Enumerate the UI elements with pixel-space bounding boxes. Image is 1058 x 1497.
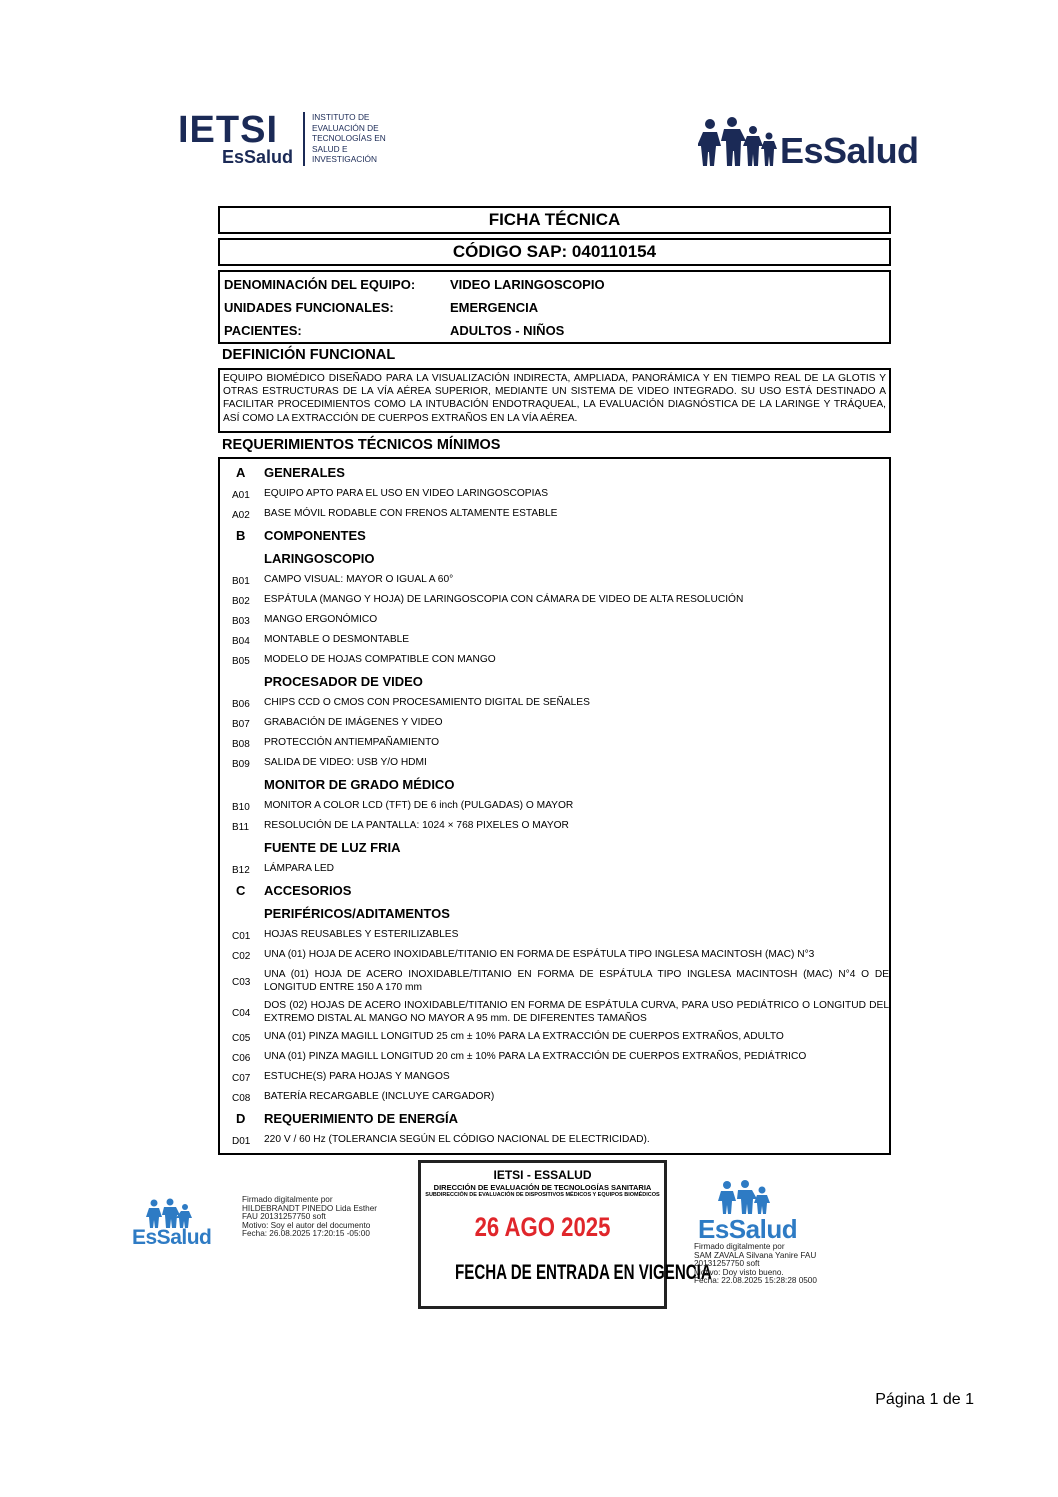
ietsi-logo-word: IETSI [178, 109, 279, 151]
stamp-line3: SUBDIRECCIÓN DE EVALUACIÓN DE DISPOSITIVOS MÉDICOS Y EQUIPOS BIOMÉDICOS [425, 1192, 660, 1198]
essalud-logo-word: EsSalud [132, 1226, 212, 1249]
requirement-text: CAMPO VISUAL: MAYOR O IGUAL A 60° [264, 574, 454, 585]
requirement-code: B05 [232, 656, 250, 667]
requirement-code: C01 [232, 931, 251, 942]
requirement-text: UNA (01) PINZA MAGILL LONGITUD 20 cm ± 10% PARA LA EXTRACCIÓN DE CUERPOS EXTRAÑOS, PEDIÁTRICO [264, 1051, 807, 1062]
info-value-denominacion: VIDEO LARINGOSCOPIO [450, 277, 605, 292]
essalud-family-icon [698, 116, 778, 168]
requirement-code: C05 [232, 1033, 251, 1044]
requirement-code: C08 [232, 1093, 251, 1104]
requirement-text: MONITOR A COLOR LCD (TFT) DE 6 inch (PULGADAS) O MAYOR [264, 800, 574, 811]
info-label-unidades: UNIDADES FUNCIONALES: [224, 300, 394, 315]
requirement-text: ESPÁTULA (MANGO Y HOJA) DE LARINGOSCOPIA CON CÁMARA DE VIDEO DE ALTA RESOLUCIÓN [264, 594, 744, 605]
info-label-denominacion: DENOMINACIÓN DEL EQUIPO: [224, 277, 416, 292]
requirement-text: 220 V / 60 Hz (TOLERANCIA SEGÚN EL CÓDIGO NACIONAL DE ELECTRICIDAD). [264, 1134, 650, 1145]
subsection-heading: FUENTE DE LUZ FRIA [264, 840, 401, 855]
requirement-code: C07 [232, 1073, 251, 1084]
requirement-code: D01 [232, 1136, 251, 1147]
requirement-text: GRABACIÓN DE IMÁGENES Y VIDEO [264, 717, 443, 728]
section-heading: GENERALES [264, 465, 345, 480]
section-heading: ACCESORIOS [264, 883, 352, 898]
ietsi-logo-sub: EsSalud [222, 147, 294, 167]
subsection-heading: LARINGOSCOPIO [264, 551, 375, 566]
section-letter: C [236, 883, 246, 898]
requirement-text: PROTECCIÓN ANTIEMPAÑAMIENTO [264, 737, 440, 748]
stamp-line2: DIRECCIÓN DE EVALUACIÓN DE TECNOLOGÍAS SANITARIA [433, 1183, 652, 1192]
stamp-date: 26 AGO 2025 [474, 1212, 611, 1242]
stamp-line1: IETSI - ESSALUD [493, 1168, 592, 1182]
ietsi-logo-text: INSTITUTO DE EVALUACIÓN DE TECNOLOGÍAS EN SALUD E INVESTIGACIÓN [312, 112, 386, 164]
requirement-text: LÁMPARA LED [264, 863, 335, 874]
page-number: Página 1 de 1 [875, 1391, 974, 1408]
requirement-code: C04 [232, 1008, 251, 1019]
requirement-code: B12 [232, 865, 250, 876]
requirement-text: BASE MÓVIL RODABLE CON FRENOS ALTAMENTE ESTABLE [264, 508, 558, 519]
requirement-text: CHIPS CCD O CMOS CON PROCESAMIENTO DIGITAL DE SEÑALES [264, 697, 590, 708]
subsection-heading: PROCESADOR DE VIDEO [264, 674, 423, 689]
page-title: FICHA TÉCNICA [218, 206, 891, 234]
requirement-code: B04 [232, 636, 250, 647]
requirement-code: B01 [232, 576, 250, 587]
requirement-text: RESOLUCIÓN DE LA PANTALLA: 1024 × 768 PIXELES O MAYOR [264, 820, 569, 831]
section-letter: D [236, 1111, 246, 1126]
requirement-code: B11 [232, 822, 250, 833]
info-value-unidades: EMERGENCIA [450, 300, 539, 315]
info-label-pacientes: PACIENTES: [224, 323, 302, 338]
requirement-text: MONTABLE O DESMONTABLE [264, 634, 410, 645]
requirement-code: B02 [232, 596, 250, 607]
stamp-caption: FECHA DE ENTRADA EN VIGENCIA [455, 1261, 712, 1284]
essalud-logo [698, 116, 919, 173]
requirements-table [218, 457, 891, 1155]
requirement-text: UNA (01) PINZA MAGILL LONGITUD 25 cm ± 10% PARA LA EXTRACCIÓN DE CUERPOS EXTRAÑOS, ADULTO [264, 1031, 784, 1042]
essalud-logo-word: EsSalud [780, 130, 919, 171]
subsection-heading: MONITOR DE GRADO MÉDICO [264, 777, 455, 792]
requirement-text: ESTUCHE(S) PARA HOJAS Y MANGOS [264, 1071, 450, 1082]
requirement-code: B09 [232, 759, 250, 770]
requirement-code: B07 [232, 719, 250, 730]
requirement-text: MODELO DE HOJAS COMPATIBLE CON MANGO [264, 654, 496, 665]
requirement-text: UNA (01) HOJA DE ACERO INOXIDABLE/TITANIO EN FORMA DE ESPÁTULA TIPO INGLESA MACINTOSH (MAC) N°3 [264, 949, 815, 960]
signature-right-text: Firmado digitalmente por SAM ZAVALA Silvana Yanire FAU 20131257750 soft Motivo: Doy visto bueno. Fecha: 22.08.2025 15:28:28 0500 [694, 1242, 817, 1285]
requirement-text: EQUIPO APTO PARA EL USO EN VIDEO LARINGOSCOPIAS [264, 488, 549, 499]
essalud-logo-word: EsSalud [698, 1214, 798, 1244]
info-value-pacientes: ADULTOS - NIÑOS [450, 323, 565, 338]
essalud-family-icon [718, 1180, 798, 1214]
requirement-text: DOS (02) HOJAS DE ACERO INOXIDABLE/TITANIO EN FORMA DE ESPÁTULA CURVA, PARA USO PEDIÁTRICO O LONGITUD DEL EXTREMO DISTAL AL MANGO NO MAYOR A 95 mm. DE DIFERENTES TAMAÑOS [264, 1000, 889, 1024]
requirement-code: B06 [232, 699, 250, 710]
requirement-code: A02 [232, 510, 250, 521]
requirement-code: C02 [232, 951, 251, 962]
requirement-text: SALIDA DE VIDEO: USB Y/O HDMI [264, 757, 427, 768]
sap-code: CÓDIGO SAP: 040110154 [218, 238, 891, 266]
definition-heading: DEFINICIÓN FUNCIONAL [222, 347, 396, 363]
requirements-heading: REQUERIMIENTOS TÉCNICOS MÍNIMOS [222, 437, 501, 453]
requirement-code: B03 [232, 616, 250, 627]
ietsi-logo [178, 109, 386, 167]
section-letter: B [236, 528, 246, 543]
definition-text: EQUIPO BIOMÉDICO DISEÑADO PARA LA VISUALIZACIÓN INDIRECTA, AMPLIADA, PANORÁMICA Y EN TIEMPO REAL DE LA GLOTIS Y OTRAS ESTRUCTURAS DE LA VÍA AÉREA SUPERIOR, MEDIANTE UN SISTEMA DE VIDEO INTEGRADO. SU USO ESTÁ DESTINADO A FACILITAR PROCEDIMIENTOS COMO LA INTUBACIÓN ENDOTRAQUEAL, LA EVALUACIÓN DIAGNÓSTICA DE LA LARINGE Y TRÁQUEA, ASÍ COMO LA EXTRACCIÓN DE CUERPOS EXTRAÑOS EN LA VÍA AÉREA. [218, 368, 891, 433]
requirement-text: BATERÍA RECARGABLE (INCLUYE CARGADOR) [264, 1091, 495, 1102]
requirement-code: A01 [232, 490, 250, 501]
requirement-code: B10 [232, 802, 250, 813]
ietsi-logo-divider [303, 112, 305, 166]
requirement-code: C06 [232, 1053, 251, 1064]
validity-stamp [418, 1160, 712, 1309]
requirement-text: MANGO ERGONÓMICO [264, 614, 378, 625]
section-heading: COMPONENTES [264, 528, 366, 543]
requirement-text: UNA (01) HOJA DE ACERO INOXIDABLE/TITANIO EN FORMA DE ESPÁTULA TIPO INGLESA MACINTOSH (MAC) N°4 O DE LONGITUD ENTRE 150 A 170 mm [264, 969, 889, 993]
essalud-family-icon [146, 1198, 224, 1228]
equipment-info [218, 270, 891, 344]
signature-left-text: Firmado digitalmente por HILDEBRANDT PINEDO Lida Esther FAU 20131257750 soft Motivo: Soy el autor del documento Fecha: 26.08.2025 17:20:15 -05:00 [242, 1195, 377, 1238]
requirement-text: HOJAS REUSABLES Y ESTERILIZABLES [264, 929, 459, 940]
subsection-heading: PERIFÉRICOS/ADITAMENTOS [264, 906, 450, 921]
section-letter: A [236, 465, 246, 480]
requirement-code: C03 [232, 977, 251, 988]
requirement-code: B08 [232, 739, 250, 750]
section-heading: REQUERIMIENTO DE ENERGÍA [264, 1111, 459, 1126]
